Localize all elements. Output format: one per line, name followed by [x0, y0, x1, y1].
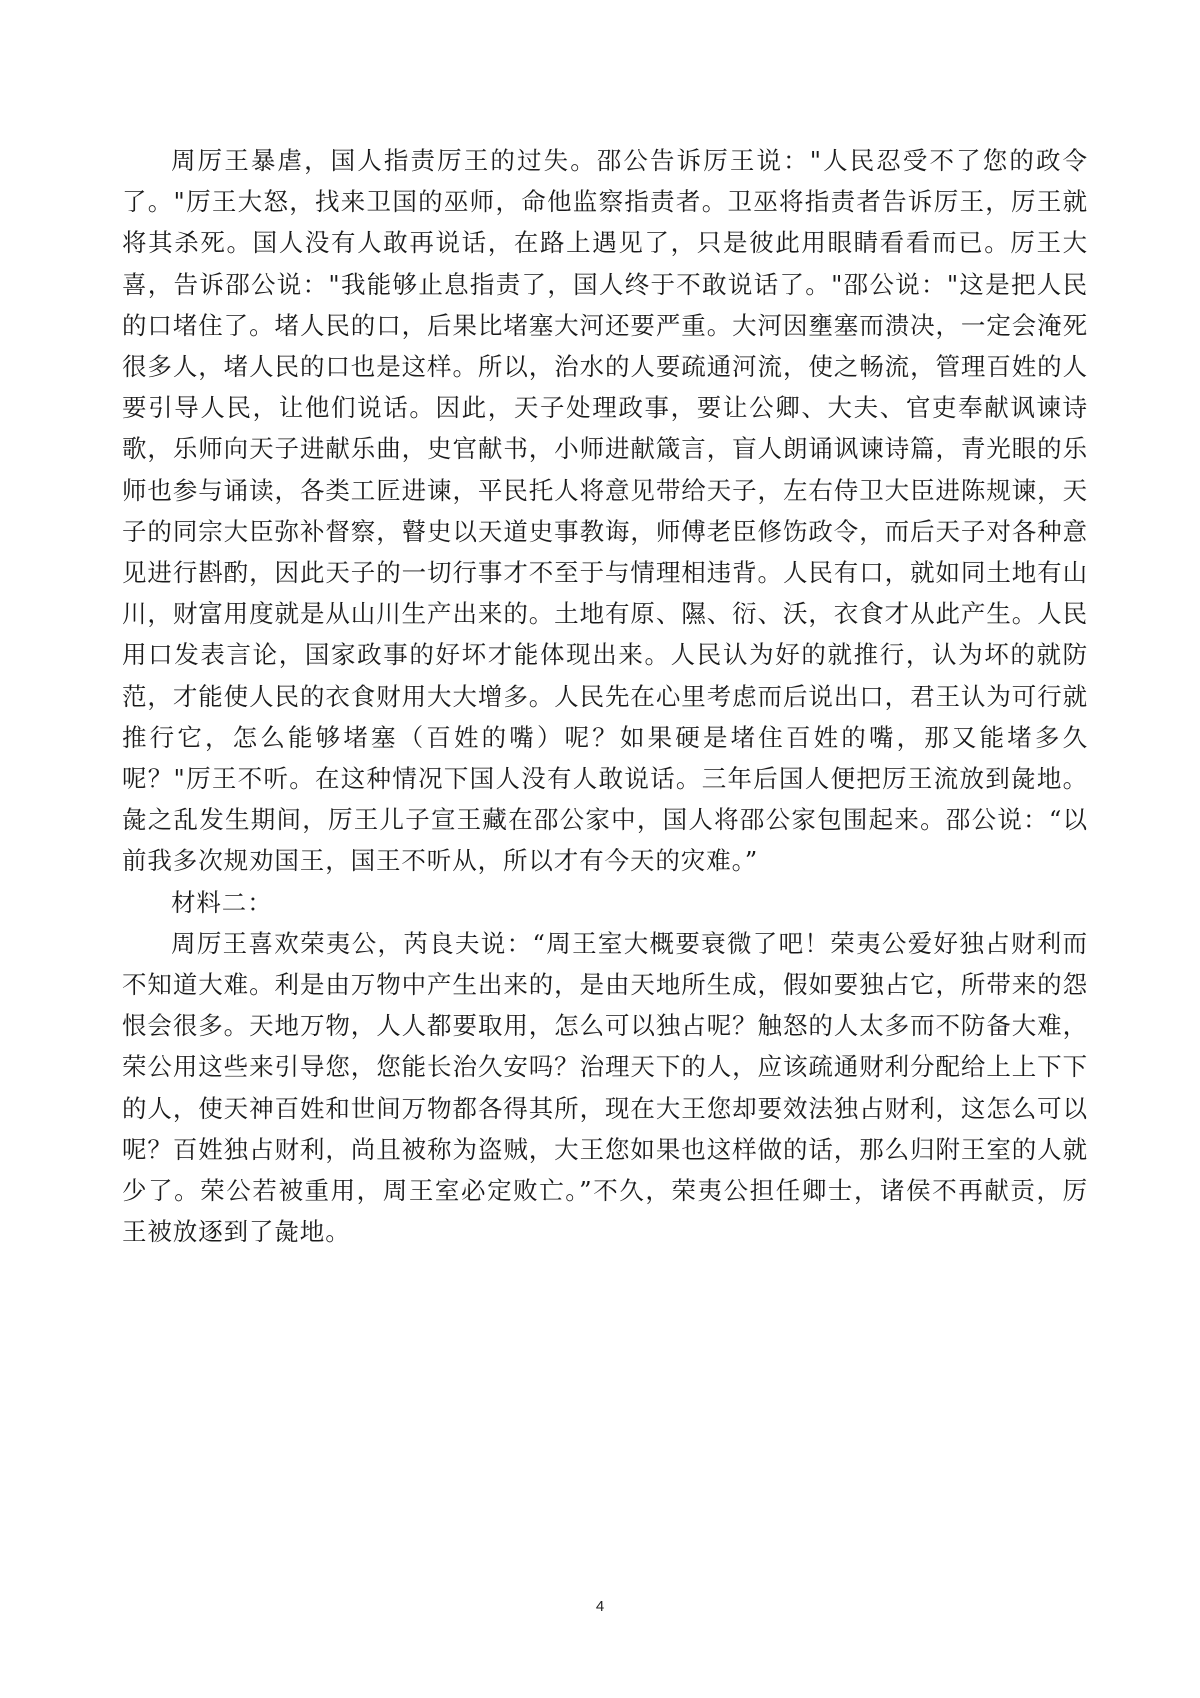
page-number: 4	[595, 1598, 605, 1615]
paragraph-story-of-king-li: 周厉王暴虐，国人指责厉王的过失。邵公告诉厉王说："人民忍受不了您的政令了。"厉王大怒，找来卫国的巫师，命他监察指责者。卫巫将指责者告诉厉王，厉王就将其杀死。国人没有人敢再说话，在路上遇见了，只是彼此用眼睛看看而已。厉王大喜，告诉邵公说："我能够止息指责了，国人终于不敢说话了。"邵公说："这是把人民的口堵住了。堵人民的口，后果比堵塞大河还要严重。大河因壅塞而溃决，一定会淹死很多人，堵人民的口也是这样。所以，治水的人要疏通河流，使之畅流，管理百姓的人要引导人民，让他们说话。因此，天子处理政事，要让公卿、大夫、官吏奉献讽谏诗歌，乐师向天子进献乐曲，史官献书，小师进献箴言，盲人朗诵讽谏诗篇，青光眼的乐师也参与诵读，各类工匠进谏，平民托人将意见带给天子，左右侍卫大臣进陈规谏，天子的同宗大臣弥补督察，瞽史以天道史事教诲，师傅老臣修饬政令，而后天子对各种意见进行斟酌，因此天子的一切行事才不至于与情理相违背。人民有口，就如同土地有山川，财富用度就是从山川生产出来的。土地有原、隰、衍、沃，衣食才从此产生。人民用口发表言论，国家政事的好坏才能体现出来。人民认为好的就推行，认为坏的就防范，才能使人民的衣食财用大大增多。人民先在心里考虑而后说出口，君王认为可行就推行它，怎么能够堵塞（百姓的嘴）呢？如果硬是堵住百姓的嘴，那又能堵多久呢？"厉王不听。在这种情况下国人没有人敢说话。三年后国人便把厉王流放到彘地。彘之乱发生期间，厉王儿子宣王藏在邵公家中，国人将邵公家包围起来。邵公说：“以前我多次规劝国王，国王不听从，所以才有今天的灾难。”	[122, 146, 1088, 876]
paragraph-rui-liangfu-advice: 周厉王喜欢荣夷公，芮良夫说：“周王室大概要衰微了吧！荣夷公爱好独占财利而不知道大难。利是由万物中产生出来的，是由天地所生成，假如要独占它，所带来的怨恨会很多。天地万物，人人都要取用，怎么可以独占呢？触怒的人太多而不防备大难，荣公用这些来引导您，您能长治久安吗？治理天下的人，应该疏通财利分配给上上下下的人，使天神百姓和世间万物都各得其所，现在大王您却要效法独占财利，这怎么可以呢？百姓独占财利，尚且被称为盗贼，大王您如果也这样做的话，那么归附王室的人就少了。荣公若被重用，周王室必定败亡。”不久，荣夷公担任卿士，诸侯不再献贡，厉王被放逐到了彘地。	[122, 928, 1088, 1247]
document-body	[122, 140, 1088, 1252]
paragraph-material-two-heading: 材料二：	[171, 887, 273, 917]
